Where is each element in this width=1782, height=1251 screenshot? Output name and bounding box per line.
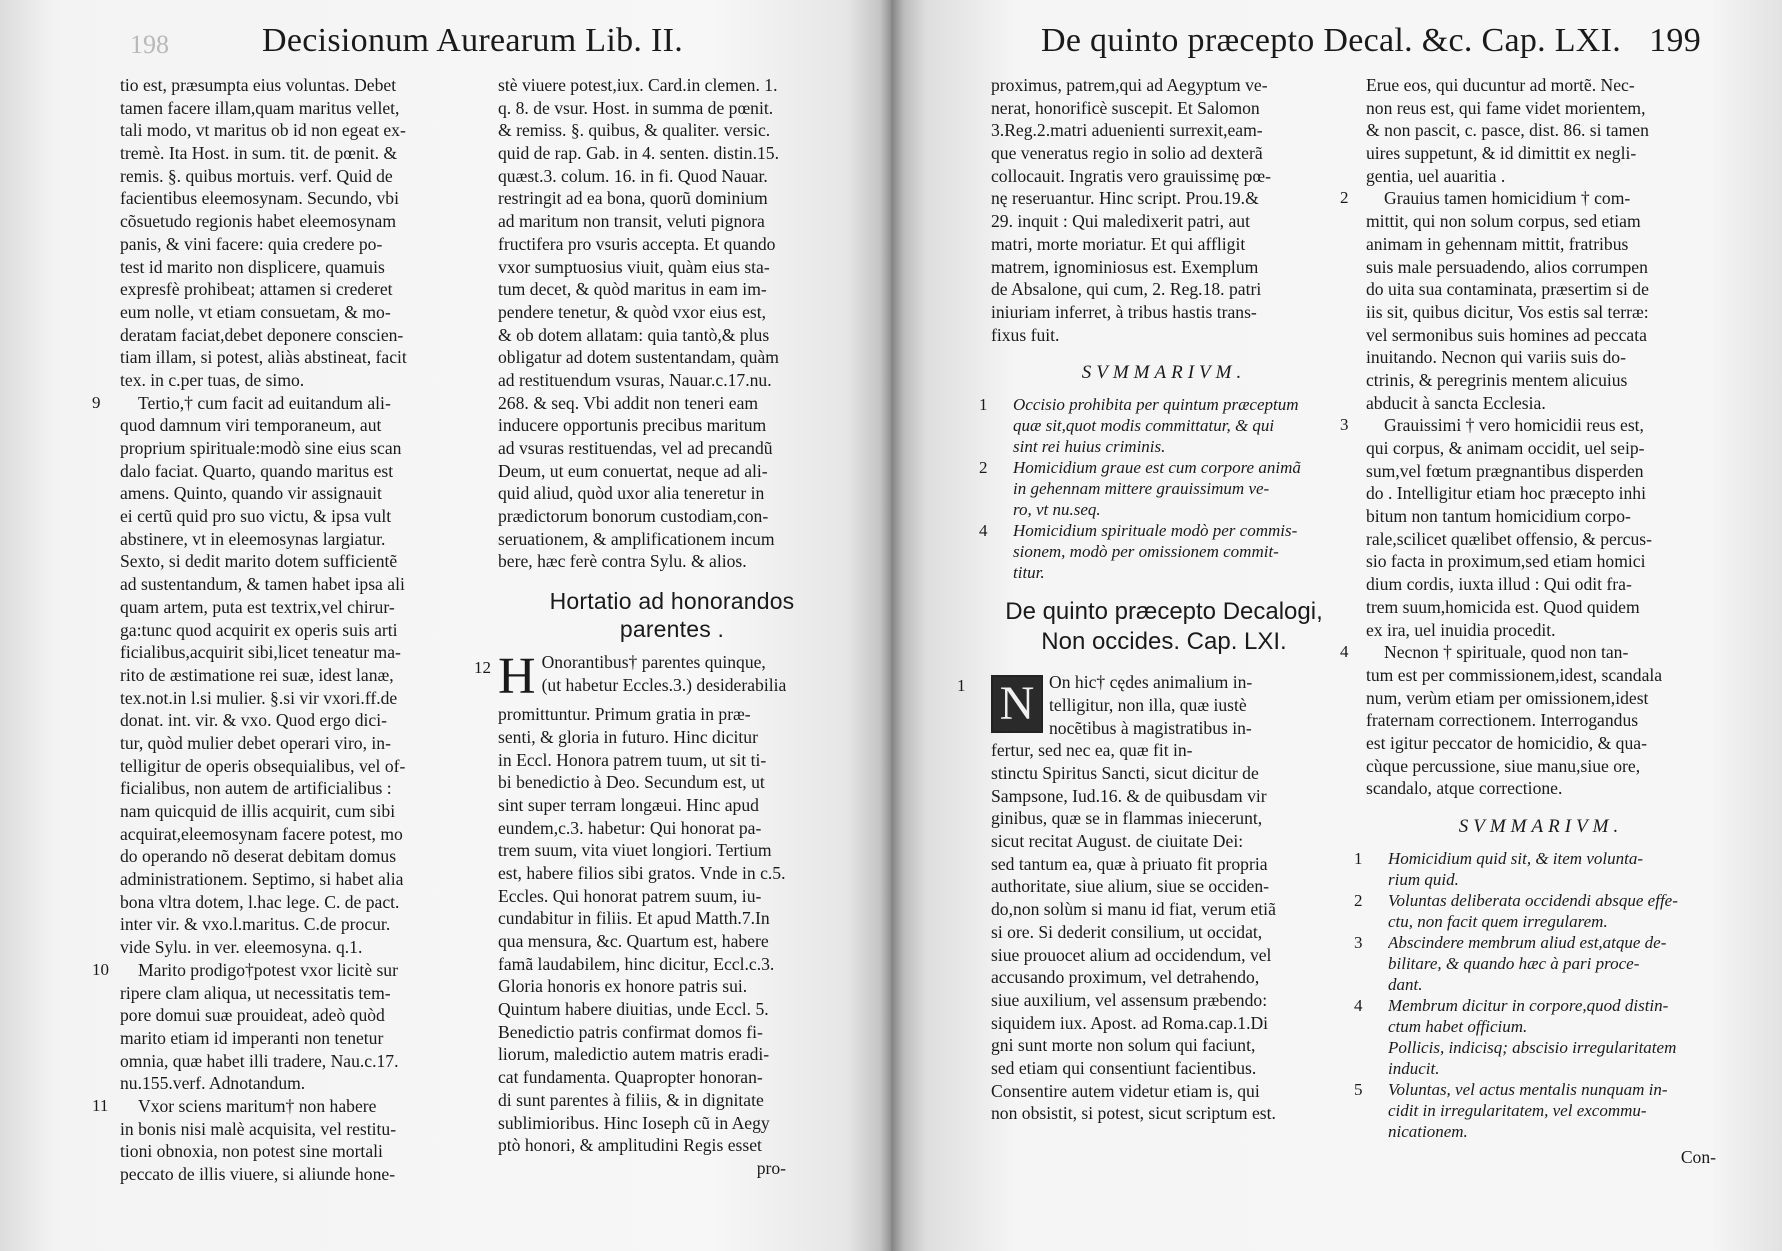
summarium-line: nicationem. [1388, 1122, 1468, 1141]
text-line: senti, & gloria in futuro. Hinc dicitur [498, 726, 758, 747]
text-line: nu.155.verf. Adnotandum. [120, 1073, 306, 1094]
text-line: tur, quòd mulier debet operari viro, in- [120, 732, 391, 753]
marginal-number: 10 [92, 959, 109, 979]
ornamental-initial: N [991, 675, 1043, 733]
right-column-2 [1340, 74, 1716, 1169]
text-line: vide Sylu. in ver. eleemosyna. q.1. [120, 937, 363, 958]
text-line: num, verùm etiam per omissionem,idest [1366, 687, 1649, 708]
paragraph-9 [92, 392, 465, 959]
text-line: Sexto, si dedit marito dotem sufficientẽ [120, 551, 398, 572]
text-line: sio facta in proximum,sed etiam homici [1366, 551, 1646, 572]
text-line: expresfè prohibeat; attamen si crederet [120, 279, 393, 300]
text-line: & remiss. §. quibus, & qualiter. versic. [498, 120, 771, 141]
text-line: bi benedictio à Deo. Secundum est, ut [498, 772, 765, 793]
text-line: quam artem, puta est textrix,vel chirur- [120, 596, 395, 617]
text-line: Grauius tamen homicidium † com- [1384, 188, 1631, 209]
text-line: Vxor sciens maritum† non habere [138, 1095, 377, 1116]
text-line: accusando proximum, vel detrahendo, [991, 967, 1260, 988]
text-line: seruationem, & amplificationem incum [498, 528, 775, 549]
text-line: stinctu Spiritus Sancti, sicut dicitur de [991, 763, 1259, 783]
text-line: fraternam correctionem. Interrogandus [1366, 710, 1639, 731]
text-line: animam in gehennam mittit, fratribus [1366, 233, 1629, 254]
text-line: ad maritum non transit, veluti pignora [498, 211, 765, 232]
text-line: Necnon † spirituale, quod non tan- [1384, 642, 1629, 663]
text-line: sum,vel fœtum prægnantibus disperden [1366, 460, 1644, 481]
summarium-item [979, 394, 1337, 457]
text-line: restringit ad ea bona, quorũ dominium [498, 188, 768, 209]
summarium-line: sionem, modò per omissionem commit- [1013, 542, 1279, 562]
summarium-line: ro, vt nu.seq. [1013, 500, 1101, 520]
text-line: proprium spirituale:modò sine eius scan [120, 438, 402, 458]
text-line: tex. in c.per tuas, de simo. [120, 369, 305, 390]
text-line: cundabitur in filiis. Et apud Matth.7.In [498, 908, 770, 929]
text-line: pendere tenetur, & quòd vxor eius est, [498, 301, 767, 322]
summarium-number: 1 [979, 395, 988, 415]
text-line: vel sermonibus suis homines ad peccata [1366, 324, 1647, 345]
text-line: que veneratus regio in solio ad dexterã [991, 143, 1263, 164]
text-line: bona vltra dotem, l.hac lege. C. de pact. [120, 891, 400, 912]
text-line: do operando nõ deserat debitam domus [120, 846, 397, 867]
text-line: tremè. Ita Host. in sum. tit. de pœnit. & [120, 143, 398, 164]
text-line: marito etiam id imperanti non tenetur [120, 1027, 384, 1048]
text-line: siquidem iux. Apost. ad Roma.cap.1.Di [991, 1012, 1269, 1033]
summarium-line: Occisio prohibita per quintum præceptum [1013, 395, 1299, 415]
text-line: ei certũ quid pro suo victu, & ipsa vult [120, 506, 392, 527]
text-line: ginibus, quæ se in flammas iniecerunt, [991, 808, 1263, 829]
text-line: remis. §. quibus mortuis. verf. Quid de [120, 165, 393, 186]
text-line: suis male persuadendo, alios corrumpen [1366, 256, 1648, 277]
text-line: On hic† cędes animalium in- [1049, 672, 1253, 693]
text-line: siue prouocet alium ad occidendum, vel [991, 944, 1272, 965]
text-line: tex.not.in l.si mulier. §.si vir vxori.ff.de [120, 687, 398, 708]
text-line: ficialibus,acquirit sibi,licet teneatur ma- [120, 642, 401, 663]
text-line: Onorantibus† parentes quinque, [541, 652, 766, 673]
right-page [891, 0, 1782, 1251]
text-line: do . Intelligitur etiam hoc præcepto inhi [1366, 483, 1646, 504]
summarium-line: ctu, non facit quem irregularem. [1388, 912, 1608, 931]
summarium-line: Voluntas deliberata occidendi absque effe- [1388, 891, 1678, 910]
text-line: rito de æstimatione rei suæ, idest lanæ, [120, 664, 394, 685]
text-line: Tertio,† cum facit ad euitandum ali- [138, 392, 391, 413]
text-line: sed tantum ea, quæ à priuato fit propria [991, 853, 1268, 874]
text-line: in bonis nisi malè acquisita, vel restitu- [120, 1118, 397, 1139]
summarium-line: Homicidium spirituale modò per commis- [1013, 521, 1298, 541]
left-column-1 [92, 74, 465, 1186]
chapter-heading-cont: Non occides. Cap. LXI. [1041, 628, 1287, 656]
text-line: ga:tunc quod acquirit ex operis suis arti [120, 619, 398, 640]
summarium-list [979, 394, 1337, 583]
catchword: Con- [1680, 1147, 1716, 1167]
text-line: fructifera pro vsuris accepta. Et quando [498, 233, 776, 254]
summarium-number: 3 [1354, 933, 1363, 952]
text-line: dium cordis, iuxta illud : Qui odit fra- [1366, 574, 1632, 595]
text-line: matri, morte moriatur. Et qui affligit [991, 233, 1246, 254]
text-line: non reus est, qui fame videt morientem, [1366, 97, 1646, 118]
text-line: test id marito non displicere, quamuis [120, 256, 385, 277]
text-line: quæst.3. colum. 16. in fi. Quod Nauar. [498, 165, 768, 186]
marginal-number: 9 [92, 392, 101, 412]
catchword: pro- [756, 1157, 786, 1178]
text-line: tio est, præsumpta eius voluntas. Debet [120, 75, 397, 95]
text-line: (ut habetur Eccles.3.) desiderabilia [541, 674, 787, 695]
paragraph-12 [474, 648, 846, 1157]
text-line: nocẽtibus à magistratibus in- [1049, 717, 1252, 738]
text-line: ad sustentandum, & tamen habet ipsa ali [120, 574, 405, 595]
summarium-item [1366, 1037, 1716, 1079]
left-running-head: Decisionum Aurearum Lib. II. [262, 22, 684, 59]
text-line: ad vsuras restituendas, vel ad precandũ [498, 438, 773, 458]
text-line: si ore. Si dederit consilium, ut occidat, [991, 921, 1263, 942]
text-line: administrationem. Septimo, si habet alia [120, 869, 404, 890]
summarium-line: titur. [1013, 563, 1045, 583]
text-line: eum nolle, vt etiam consuetam, & mo- [120, 301, 391, 322]
text-line: iis sit, quibus dicitur, Vos estis sal terræ: [1366, 301, 1649, 322]
text-line: uires suppetunt, & id dimittit ex negli- [1366, 143, 1637, 164]
text-line: ad restituendum vsuras, Nauar.c.17.nu. [498, 369, 772, 390]
summarium-title: SVMMARIVM. [1458, 816, 1624, 837]
right-running-head [1041, 22, 1701, 60]
text-line: Eccles. Qui honorat patrem suum, iu- [498, 885, 762, 906]
page-number: 199 [1649, 22, 1701, 59]
text-line: cùque percussione, siue manu,siue ore, [1366, 755, 1641, 776]
text-line: tiam illam, si potest, aliàs abstineat, facit [120, 347, 407, 368]
text-line: Benedictio patris confirmat domos fi- [498, 1021, 763, 1042]
text-line: ficialibus, non autem de artificialibus : [120, 778, 392, 799]
paragraph-4 [1340, 641, 1716, 800]
left-column-2 [474, 74, 846, 1180]
summarium-item [979, 457, 1337, 520]
text-line: trem suum, vita viuet longiori. Tertium [498, 840, 772, 861]
summarium-line: Homicidium graue est cum corpore animã [1013, 458, 1301, 478]
summarium-number: 1 [1354, 849, 1363, 868]
summarium-line: rium quid. [1388, 870, 1459, 889]
text-line: tum decet, & quòd maritus in eam im- [498, 279, 767, 300]
summarium-item [1354, 890, 1716, 932]
marginal-number: 12 [474, 658, 491, 678]
text-line: quod damnum viri temporaneum, aut [120, 415, 382, 436]
summarium-line: quæ sit,quot modis committatur, & qui [1013, 416, 1275, 436]
summarium-line: in gehennam mittere grauissimum ve- [1013, 479, 1270, 499]
summarium-item [979, 520, 1337, 583]
chapter-heading: De quinto præcepto Decalogi, [1005, 598, 1323, 626]
text-line: Consentire autem videtur etiam is, qui [991, 1080, 1260, 1101]
initial-letter: H [498, 648, 536, 706]
text-line: trem suum,homicida est. Quod quidem [1366, 596, 1640, 617]
text-line: amens. Quinto, quando vir assignauit [120, 483, 382, 504]
summarium-number: 2 [979, 458, 988, 478]
summarium-number: 4 [979, 521, 988, 541]
text-line: gni sunt morte non solum qui faciunt, [991, 1035, 1256, 1056]
summarium-item [1354, 932, 1716, 995]
summarium-number: 4 [1354, 996, 1363, 1015]
text-line: stè viuere potest,iux. Card.in clemen. 1. [498, 75, 778, 95]
text-line: q. 8. de vsur. Host. in summa de pœnit. [498, 97, 774, 118]
paragraph-3 [1340, 414, 1716, 641]
section-heading: Hortatio ad honorandos [549, 588, 795, 615]
show-through-folio: 198 [130, 30, 169, 59]
summarium-line: inducit. [1388, 1059, 1440, 1078]
text-line: non obsistit, si potest, sicut scriptum est. [991, 1103, 1276, 1124]
text-line: famã laudabilem, hinc dicitur, Eccl.c.3. [498, 953, 775, 974]
text-line: qui corpus, & animam occidit, uel seip- [1366, 438, 1645, 458]
summarium-line: bilitare, & quando hæc à pari proce- [1388, 954, 1640, 973]
text-line: nę reseruantur. Hinc script. Prou.19.& [991, 188, 1259, 209]
text-line: sublimioribus. Hinc Ioseph cũ in Aegy [498, 1112, 770, 1133]
text-line: 268. & seq. Vbi addit non teneri eam [498, 392, 759, 413]
paragraph-10 [92, 959, 465, 1095]
summarium-line: dant. [1388, 975, 1423, 994]
text-line: abstinere, vt in eleemosynas largiatur. [120, 528, 386, 549]
text-line: gentia, uel auaritia . [1366, 165, 1506, 186]
text-line: sed etiam qui consentiunt facientibus. [991, 1057, 1257, 1078]
text-line: donat. int. vir. & vxo. Quod ergo dici- [120, 710, 387, 731]
marginal-number: 2 [1340, 188, 1349, 208]
text-line: fixus fuit. [991, 324, 1060, 345]
text-line: telligitur de operis obsequialibus, vel of- [120, 755, 406, 776]
text-line: inuitando. Necnon qui variis suis do- [1366, 347, 1626, 368]
text-line: Quintum habere diuitias, unde Eccl. 5. [498, 999, 769, 1020]
text-line: est, habere filios sibi gratos. Vnde in c.5. [498, 862, 786, 883]
text-line: in Eccl. Honora patrem tuum, ut sit ti- [498, 749, 767, 770]
text-line: 3.Reg.2.matri aduenienti surrexit,eam- [991, 120, 1263, 141]
text-line: eundem,c.3. habetur: Qui honorat pa- [498, 817, 762, 838]
text-line: fertur, sed nec ea, quæ fit in- [991, 740, 1193, 761]
text-line: promittuntur. Primum gratia in præ- [498, 704, 751, 725]
paragraph-2 [1340, 187, 1716, 414]
paragraph-11 [92, 1095, 465, 1186]
text-line: obligatur ad dotem sustentandam, quàm [498, 347, 779, 368]
text-line: omnia, quæ habet illi tradere, Nau.c.17. [120, 1050, 399, 1071]
summarium-line: cidit in irregularitatem, vel excommu- [1388, 1101, 1647, 1120]
summarium-line: Voluntas, vel actus mentalis nunquam in- [1388, 1080, 1668, 1099]
text-line: nam quicquid de illis acquirit, cum sibi [120, 801, 396, 821]
text-line: rale,scilicet quælibet offensio, & percus- [1366, 528, 1652, 549]
section-heading-cont: parentes . [619, 616, 725, 643]
text-line: peccato de illis viuere, si aliunde hone- [120, 1164, 396, 1184]
text-line: inter vir. & vxo.l.maritus. C.de procur. [120, 914, 391, 935]
text-line: Sampsone, Iud.16. & de quibusdam vir [991, 785, 1267, 806]
text-line: matrem, ignominiosus est. Exemplum [991, 256, 1259, 277]
text-line: cõsuetudo regionis habet eleemosynam [120, 211, 397, 232]
text-line: Grauissimi † vero homicidii reus est, [1384, 415, 1644, 436]
text-line: sicut recitat August. de ciuitate Dei: [991, 831, 1244, 852]
text-line: abducit à sancta Ecclesia. [1366, 392, 1546, 413]
right-column-1 [957, 74, 1337, 1125]
text-line: di sunt parentes à filiis, & in dignitate [498, 1089, 764, 1110]
text-line: qua mensura, &c. Quartum est, habere [498, 931, 769, 951]
text-line: bitum non tantum homicidium corpo- [1366, 506, 1631, 527]
text-line: pore domui suæ prouideat, adeò quòd [120, 1005, 385, 1026]
summarium-number: 5 [1354, 1080, 1363, 1099]
summarium-item [1354, 995, 1716, 1037]
text-line: siue auxilium, vel assensum præbendo: [991, 989, 1268, 1010]
text-line: & ob dotem allatam: quia tantò,& plus [498, 324, 770, 345]
text-line: de Absalone, qui cum, 2. Reg.18. patri [991, 279, 1262, 300]
text-line: do,non solùm si manu id fiat, verum etiã [991, 899, 1276, 920]
text-line: ctrinis, & peregrinis mentem alicuius [1366, 369, 1628, 390]
right-running-title: De quinto præcepto Decal. &c. Cap. LXI. [1041, 22, 1622, 59]
text-line: tum est per commissionem,idest, scandala [1366, 664, 1663, 685]
summarium-line: Membrum dicitur in corpore,quod distin- [1388, 996, 1669, 1015]
text-line: Deum, ut eum conuertat, neque ad ali- [498, 460, 768, 481]
text-line: mittit, qui non solum corpus, sed etiam [1366, 211, 1641, 232]
text-line: quid aliud, quòd uxor alia teneretur in [498, 483, 765, 504]
text-line: Marito prodigo†potest vxor licitè sur [138, 959, 398, 980]
text-line: Gloria honoris ex honore patris sui. [498, 976, 748, 997]
text-line: panis, & vini facere: quia credere po- [120, 233, 383, 254]
text-line: ripere clam aliqua, ut necessitatis tem- [120, 982, 391, 1003]
text-line: est igitur peccator de homicidio, & qua- [1366, 732, 1647, 753]
text-line: iniuriam inferret, à tribus hastis trans- [991, 301, 1257, 322]
summarium-number: 2 [1354, 891, 1363, 910]
text-line: dalo faciat. Quarto, quando maritus est [120, 460, 394, 481]
summarium-line: Pollicis, indicisq; abscisio irregularitatem [1388, 1038, 1677, 1057]
text-line: Erue eos, qui ducuntur ad mortẽ. Nec- [1366, 75, 1635, 95]
text-line: scandalo, atque correctione. [1366, 778, 1563, 799]
text-line: tioni obnoxia, non potest sine mortali [120, 1141, 383, 1162]
marginal-number: 1 [957, 676, 966, 696]
text-line: cat fundamenta. Quapropter honoran- [498, 1067, 763, 1088]
text-line: tamen facere illam,quam maritus vellet, [120, 97, 400, 118]
summarium-item [1354, 848, 1716, 890]
text-line: quid de rap. Gab. in 4. senten. distin.15. [498, 143, 779, 164]
text-line: proximus, patrem,qui ad Aegyptum ve- [991, 75, 1268, 95]
text-line: authoritate, siue alium, siue se occiden- [991, 876, 1269, 897]
text-line: acquirat,eleemosynam facere potest, mo [120, 823, 403, 844]
summarium-line: sint rei huius criminis. [1013, 437, 1166, 457]
summarium-list [1354, 848, 1716, 1142]
text-line: vxor sumptuosius viuit, quàm eius sta- [498, 256, 770, 277]
text-line: & non pascit, c. pasce, dist. 86. si tamen [1366, 120, 1649, 141]
text-line: nerat, honorificè suscepit. Et Salomon [991, 97, 1260, 118]
marginal-number: 11 [92, 1095, 109, 1115]
text-line: tali modo, vt maritus ob id non egeat ex- [120, 120, 406, 141]
text-line: facientibus eleemosynam. Secundo, vbi [120, 188, 399, 209]
summarium-line: Homicidium quid sit, & item volunta- [1388, 849, 1643, 868]
summarium-title: SVMMARIVM. [1081, 362, 1247, 384]
marginal-number: 3 [1340, 415, 1349, 435]
marginal-number: 4 [1340, 642, 1349, 662]
text-line: liorum, maledictio autem matris eradi- [498, 1044, 770, 1065]
text-line: telligitur, non illa, quæ iustè [1049, 694, 1247, 715]
summarium-line: Abscindere membrum aliud est,atque de- [1388, 933, 1667, 952]
text-line: inducere opportunis precibus maritum [498, 415, 767, 436]
paragraph-1 [957, 671, 1337, 1125]
summarium-item [1354, 1079, 1716, 1142]
text-line: sint super terram longæui. Hinc apud [498, 794, 759, 815]
text-line: deratam faciat,debet deponere conscien- [120, 324, 404, 345]
text-line: do uita sua contaminata, præsertim si de [1366, 279, 1649, 300]
text-line: bere, hæc ferè contra Sylu. & alios. [498, 551, 747, 572]
text-line: ptò honori, & amplitudini Regis esset [498, 1135, 762, 1156]
text-line: collocauit. Ingratis vero grauissimę pœ- [991, 165, 1271, 186]
summarium-line: ctum habet officium. [1388, 1017, 1528, 1036]
text-line: prædictorum bonorum custodiam,con- [498, 506, 769, 527]
text-line: 29. inquit : Qui maledixerit patri, aut [991, 211, 1250, 232]
text-line: ex ira, uel inuidia procedit. [1366, 619, 1556, 640]
